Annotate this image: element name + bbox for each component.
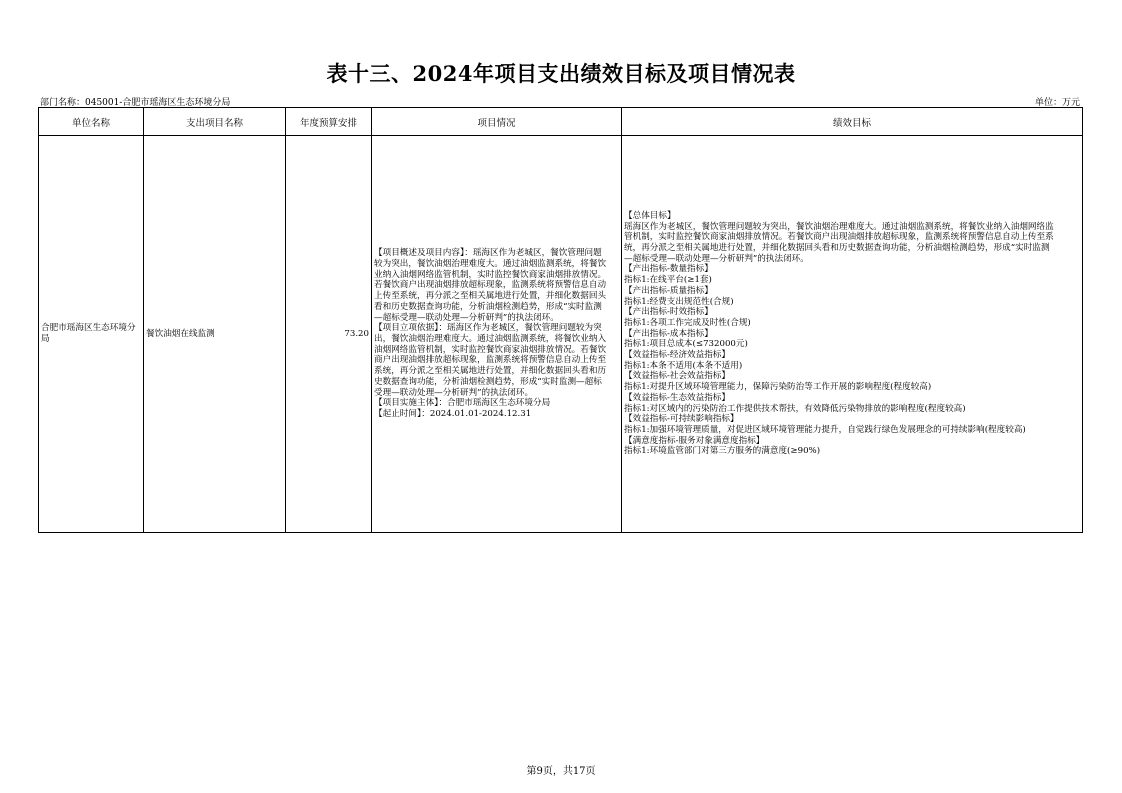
goal-line: 【效益指标-经济效益指标】 xyxy=(624,350,731,361)
goal-line: 指标1:经费支出规范性(合规) xyxy=(624,296,734,307)
table-row xyxy=(39,136,1083,533)
cell-budget: 73.20 xyxy=(286,136,372,533)
goal-line: 【效益指标-生态效益指标】 xyxy=(624,392,731,403)
goal-line: 瑶海区作为老城区，餐饮管理问题较为突出，餐饮油烟治理难度大。通过油烟监测系统，将餐饮业纳入油烟网络监 xyxy=(624,221,1054,232)
project-info-line: 看和历史数据查询功能，分析油烟检测趋势，形成“实时监测 xyxy=(374,301,602,312)
project-info-line: 受理—联动处理—分析研判”的执法闭环。 xyxy=(374,387,534,398)
page-number: 第9页，共17页 xyxy=(526,766,596,777)
project-info-line: 史数据查询功能，分析油烟检测趋势，形成“实时监测—超标 xyxy=(374,376,602,387)
project-info-line: 【项目立项依据】：瑶海区作为老城区，餐饮管理问题较为突 xyxy=(374,323,602,334)
header-project-info: 项目情况 xyxy=(372,108,622,136)
header-performance-goals: 绩效目标 xyxy=(622,108,1083,136)
unit-label: 单位：万元 xyxy=(1034,98,1080,108)
table-header-row xyxy=(39,108,1083,136)
goal-line: 【产出指标-质量指标】 xyxy=(624,285,713,296)
project-info-line: 系统，再分派之至相关属地进行处置，并细化数据回头看和历 xyxy=(374,366,607,377)
goal-line: —超标受理—联动处理—分析研判”的执法闭环。 xyxy=(624,253,809,264)
goal-line: 【产出指标-成本指标】 xyxy=(624,328,713,339)
header-project-name: 支出项目名称 xyxy=(144,108,286,136)
goal-line: 指标1:在线平台(≥1套) xyxy=(624,275,712,286)
goal-line: 【产出指标-数量指标】 xyxy=(624,264,713,275)
cell-performance-goals xyxy=(622,136,1083,533)
goal-line: 指标1:本条不适用(本条不适用) xyxy=(624,360,743,371)
cell-project-name: 餐饮油烟在线监测 xyxy=(144,136,286,533)
project-info-line: 【起止时间】：2024.01.01-2024.12.31 xyxy=(374,408,532,419)
project-info-line: 若餐饮商户出现油烟排放超标现象，监测系统将预警信息自动 xyxy=(374,280,607,291)
project-info-line: 油烟网络监管机制，实时监控餐饮商家油烟排放情况。若餐饮 xyxy=(374,344,607,355)
goal-line: 指标1:对区域内的污染防治工作提供技术帮扶，有效降低污染物排放的影响程度(程度较高) xyxy=(624,403,966,414)
header-budget: 年度预算安排 xyxy=(286,108,372,136)
project-info-line: 【项目实施主体】：合肥市瑶海区生态环境分局 xyxy=(374,398,551,409)
cell-unit-name: 合肥市瑶海区生态环境分局 xyxy=(39,136,144,533)
department-label: 部门名称：045001-合肥市瑶海区生态环境分局 xyxy=(40,98,231,108)
goal-line: 【效益指标-社会效益指标】 xyxy=(624,371,731,382)
project-info-line: 较为突出，餐饮油烟治理难度大。通过油烟监测系统，将餐饮 xyxy=(374,259,607,270)
project-info-line: 【项目概述及项目内容】：瑶海区作为老城区，餐饮管理问题 xyxy=(374,248,602,259)
goal-line: 指标1:加强环境管理质量，对促进区域环境管理能力提升，自觉践行绿色发展理念的可持续影响(程度较高) xyxy=(624,424,1026,435)
goal-line: 【总体目标】 xyxy=(624,210,676,221)
project-info-line: 上传至系统，再分派之至相关属地进行处置，并细化数据回头 xyxy=(374,291,607,302)
goal-line: 指标1:项目总成本(≤732000元) xyxy=(624,339,748,350)
header-unit-name: 单位名称 xyxy=(39,108,144,136)
page-title: 表十三、2024年项目支出绩效目标及项目情况表 xyxy=(326,61,796,86)
project-info-line: 商户出现油烟排放超标现象，监测系统将预警信息自动上传至 xyxy=(374,355,607,366)
project-info-line: —超标受理—联动处理—分析研判”的执法闭环。 xyxy=(374,312,559,323)
cell-project-info xyxy=(372,136,622,533)
goal-line: 指标1:环境监管部门对第三方服务的满意度(≥90%) xyxy=(624,446,821,457)
project-info-line: 业纳入油烟网络监管机制，实时监控餐饮商家油烟排放情况。 xyxy=(374,269,607,280)
goal-line: 【效益指标-可持续影响指标】 xyxy=(624,414,739,425)
goal-line: 指标1:各项工作完成及时性(合规) xyxy=(624,317,751,328)
goal-line: 统，再分派之至相关属地进行处置，并细化数据回头看和历史数据查询功能，分析油烟检测趋势，形成“实时监测 xyxy=(624,243,1050,254)
goal-line: 【满意度指标-服务对象满意度指标】 xyxy=(624,435,765,446)
performance-table xyxy=(38,107,1083,533)
goal-line: 指标1:对提升区域环境管理能力，保障污染防治等工作开展的影响程度(程度较高) xyxy=(624,382,932,393)
goal-line: 【产出指标-时效指标】 xyxy=(624,307,713,318)
goal-line: 管机制，实时监控餐饮商家油烟排放情况。若餐饮商户出现油烟排放超标现象，监测系统将预警信息自动上传至系 xyxy=(624,232,1054,243)
project-info-line: 出，餐饮油烟治理难度大。通过油烟监测系统，将餐饮业纳入 xyxy=(374,334,607,344)
